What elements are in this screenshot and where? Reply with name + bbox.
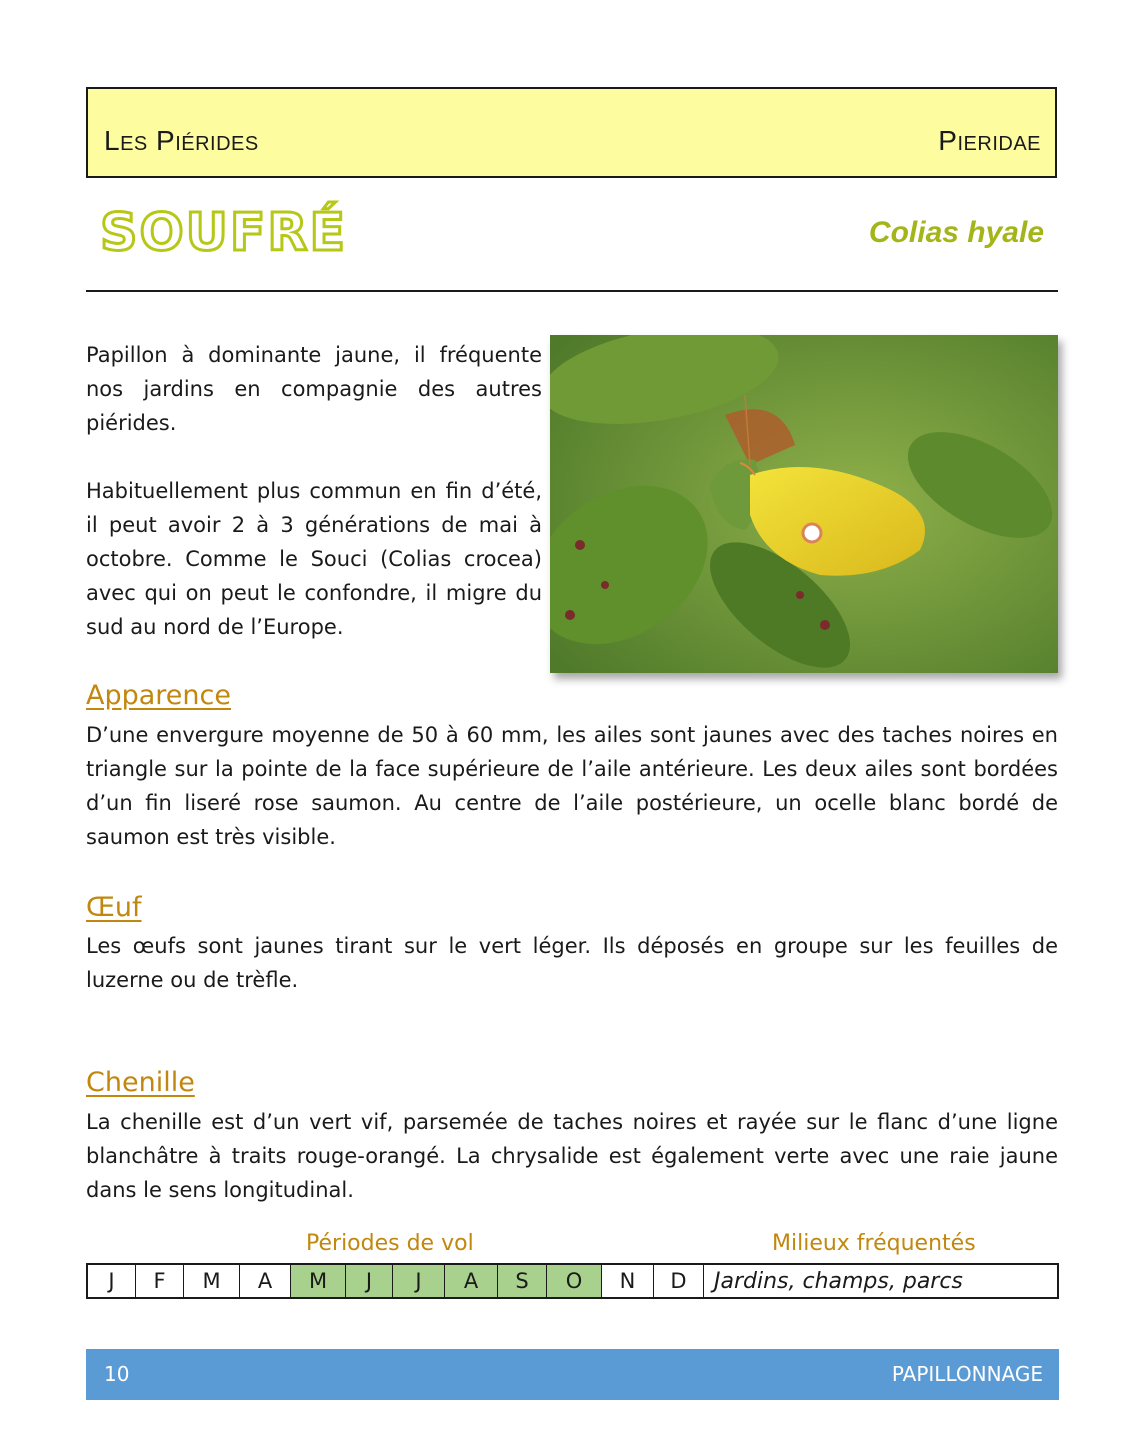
- family-header: [86, 87, 1057, 178]
- appearance-heading: Apparence: [86, 680, 231, 711]
- month-cell: J: [393, 1265, 445, 1297]
- month-cell: O: [547, 1265, 602, 1297]
- species-latin-name: Colias hyale: [868, 216, 1044, 249]
- page-number: 10: [104, 1362, 130, 1386]
- egg-heading: Œuf: [86, 892, 142, 923]
- egg-text: Les œufs sont jaunes tirant sur le vert léger. Ils déposés en groupe sur les feuilles de luzerne ou de trèfle.: [86, 934, 1058, 992]
- flight-period-table: [86, 1263, 1059, 1299]
- month-cell: D: [654, 1265, 704, 1297]
- month-cell: N: [602, 1265, 654, 1297]
- habitat-cell: Jardins, champs, parcs: [714, 1268, 963, 1294]
- month-cell: M: [184, 1265, 240, 1297]
- intro-paragraph: Papillon à dominante jaune, il fréquente nos jardins en compagnie des autres piérides.: [86, 343, 542, 435]
- caterpillar-text: La chenille est d’un vert vif, parsemée de taches noires et rayée sur le flanc d’une ligne blanchâtre à traits rouge-orangé. La chrysalide est également verte avec une raie jaune dans le sens longitudinal.: [86, 1110, 1058, 1202]
- month-cell: M: [291, 1265, 346, 1297]
- page-footer: [86, 1349, 1059, 1400]
- publication-title: PAPILLONNAGE: [891, 1362, 1043, 1386]
- intro-text: [86, 338, 542, 678]
- appearance-text: D’une envergure moyenne de 50 à 60 mm, les ailes sont jaunes avec des taches noires en triangle sur la pointe de la face supérieure de l’aile antérieure. Les deux ailes sont bordées d’un fin liseré rose saumon. Au centre de l’aile postérieure, un ocelle blanc bordé de saumon est très visible.: [86, 723, 1058, 849]
- caterpillar-heading: Chenille: [86, 1067, 195, 1098]
- title-divider: [86, 290, 1058, 292]
- month-cell: S: [498, 1265, 547, 1297]
- intro-paragraph: Habituellement plus commun en fin d’été, il peut avoir 2 à 3 générations de mai à octobre. Comme le Souci (Colias crocea) avec qui on peut le confondre, il migre du sud au nord de l’Europe.: [86, 479, 542, 639]
- month-cell: F: [136, 1265, 184, 1297]
- family-french-name: Les Piérides: [104, 125, 259, 156]
- month-cell: A: [445, 1265, 498, 1297]
- flight-periods-label: Périodes de vol: [306, 1231, 474, 1256]
- month-cell: A: [240, 1265, 291, 1297]
- species-common-name: SOUFRÉ: [100, 203, 347, 263]
- month-cell: J: [346, 1265, 393, 1297]
- butterfly-illustration: [550, 335, 1058, 673]
- habitats-label: Milieux fréquentés: [772, 1231, 976, 1256]
- month-cell: J: [88, 1265, 136, 1297]
- family-latin-name: Pieridae: [938, 125, 1041, 156]
- butterfly-photo: [550, 335, 1058, 673]
